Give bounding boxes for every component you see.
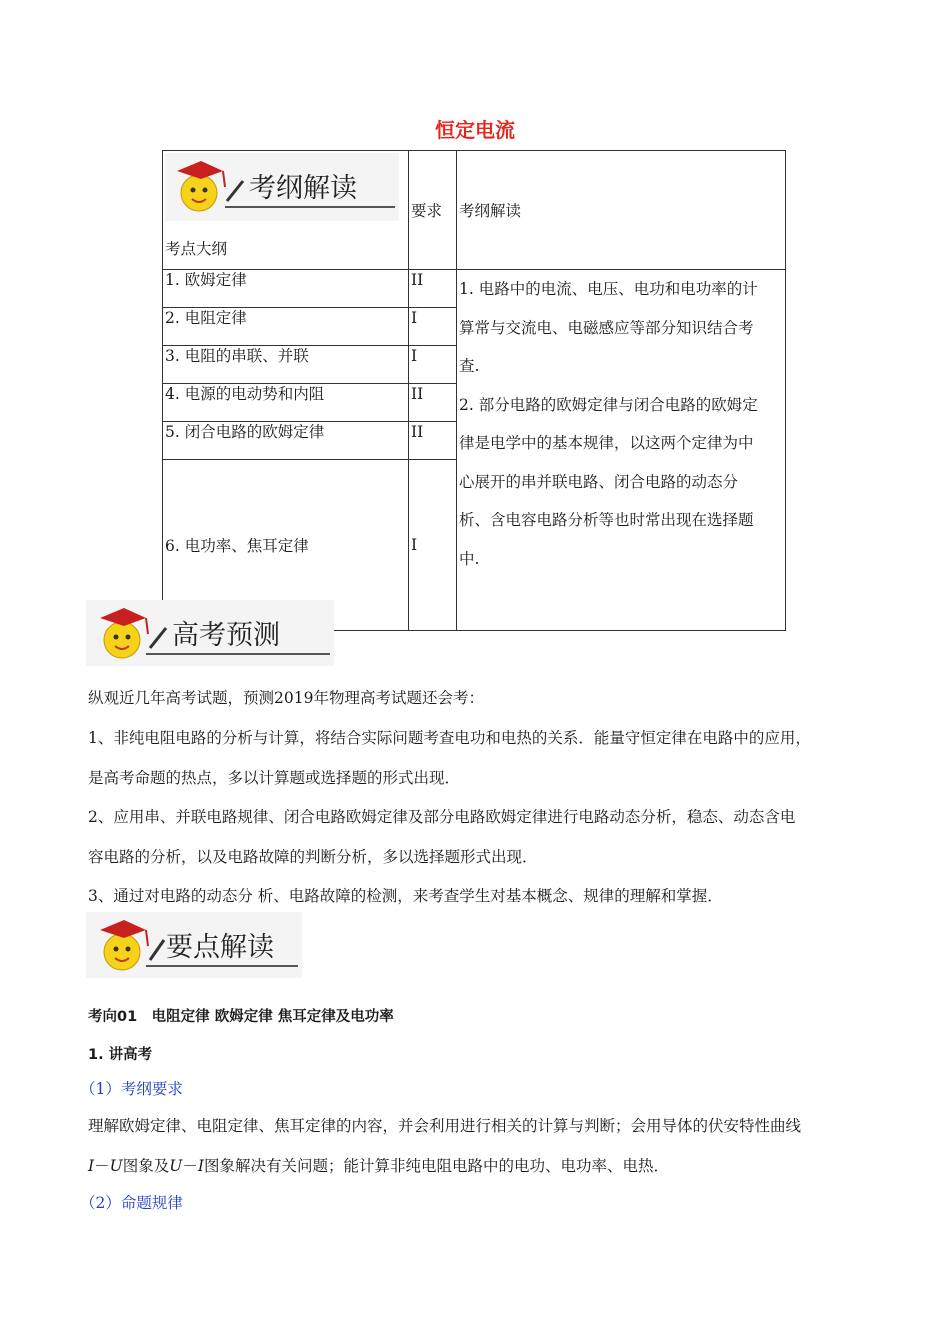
topic-cell: 2. 电阻定律 <box>163 308 409 346</box>
direction-heading: 考向01 电阻定律 欧姆定律 焦耳定律及电功率 <box>88 1009 394 1025</box>
keypoints-banner-icon <box>86 912 302 978</box>
req-cell: II <box>409 422 457 460</box>
dash: － <box>182 1157 198 1175</box>
req-heading: （1）考纲要求 <box>80 1080 183 1098</box>
interp-cell <box>457 270 786 631</box>
req-line-2 <box>88 1154 888 1176</box>
interp-header: 考纲解读 <box>457 151 786 270</box>
req-cell: II <box>409 270 457 308</box>
text: 图象及 <box>122 1157 170 1175</box>
topic-cell: 6. 电功率、焦耳定律 <box>163 460 409 631</box>
topic-cell: 3. 电阻的串联、并联 <box>163 346 409 384</box>
interp-line: 1. 电路中的电流、电压、电功和电功率的计 <box>459 280 758 298</box>
forecast-line: 1、非纯电阻电路的分析与计算，将结合实际问题考查电功和电热的关系．能量守恒定律在电路中的应用， <box>88 729 811 747</box>
banner-text: 高考预测 <box>172 620 280 651</box>
banner-text: 考纲解读 <box>249 173 357 204</box>
dash: － <box>94 1157 110 1175</box>
forecast-line: 2、应用串、并联电路规律、闭合电路欧姆定律及部分电路欧姆定律进行电路动态分析，稳态、动态含电 <box>88 808 796 826</box>
req-header: 要求 <box>409 151 457 270</box>
outline-header-cell <box>163 151 409 270</box>
forecast-banner-icon <box>86 600 334 666</box>
forecast-line: 是高考命题的热点，多以计算题或选择题的形式出现． <box>88 769 461 787</box>
req-cell: II <box>409 384 457 422</box>
topic-cell: 5. 闭合电路的欧姆定律 <box>163 422 409 460</box>
req-cell: I <box>409 346 457 384</box>
symbol-u: U <box>169 1157 183 1175</box>
req-line: 理解欧姆定律、电阻定律、焦耳定律的内容，并会利用进行相关的计算与判断；会用导体的伏安特性曲线 <box>88 1117 802 1135</box>
sub-heading: 1. 讲高考 <box>88 1047 153 1063</box>
outline-label: 考点大纲 <box>165 240 228 258</box>
forecast-line: 3、通过对电路的动态分 析、电路故障的检测，来考查学生对基本概念、规律的理解和掌握． <box>88 887 723 905</box>
interp-line: 律是电学中的基本规律，以这两个定律为中 <box>459 434 754 452</box>
forecast-intro: 纵观近几年高考试题，预测2019年物理高考试题还会考： <box>88 689 484 707</box>
interp-line: 2. 部分电路的欧姆定律与闭合电路的欧姆定 <box>459 395 758 414</box>
outline-table <box>162 150 786 631</box>
interp-line: 中. <box>459 549 480 568</box>
topic-cell: 1. 欧姆定律 <box>163 270 409 308</box>
page-title: 恒定电流 <box>435 118 515 142</box>
req-cell: I <box>409 460 457 631</box>
symbol-i: I <box>88 1157 95 1175</box>
req-cell: I <box>409 308 457 346</box>
interp-line: 析、含电容电路分析等也时常出现在选择题 <box>459 511 754 529</box>
topic-cell: 4. 电源的电动势和内阻 <box>163 384 409 422</box>
rule-heading: （2）命题规律 <box>80 1194 183 1212</box>
forecast-line: 容电路的分析，以及电路故障的判断分析，多以选择题形式出现． <box>88 848 538 866</box>
symbol-u: U <box>109 1157 123 1175</box>
interp-line: 查. <box>459 357 480 375</box>
symbol-i: I <box>197 1157 204 1175</box>
interp-line: 心展开的串并联电路、闭合电路的动态分 <box>459 472 739 491</box>
banner-text: 要点解读 <box>166 932 274 963</box>
interp-line: 算常与交流电、电磁感应等部分知识结合考 <box>459 318 754 337</box>
outline-banner-icon <box>165 153 399 221</box>
text: 图象解决有关问题；能计算非纯电阻电路中的电功、电功率、电热． <box>203 1157 669 1175</box>
